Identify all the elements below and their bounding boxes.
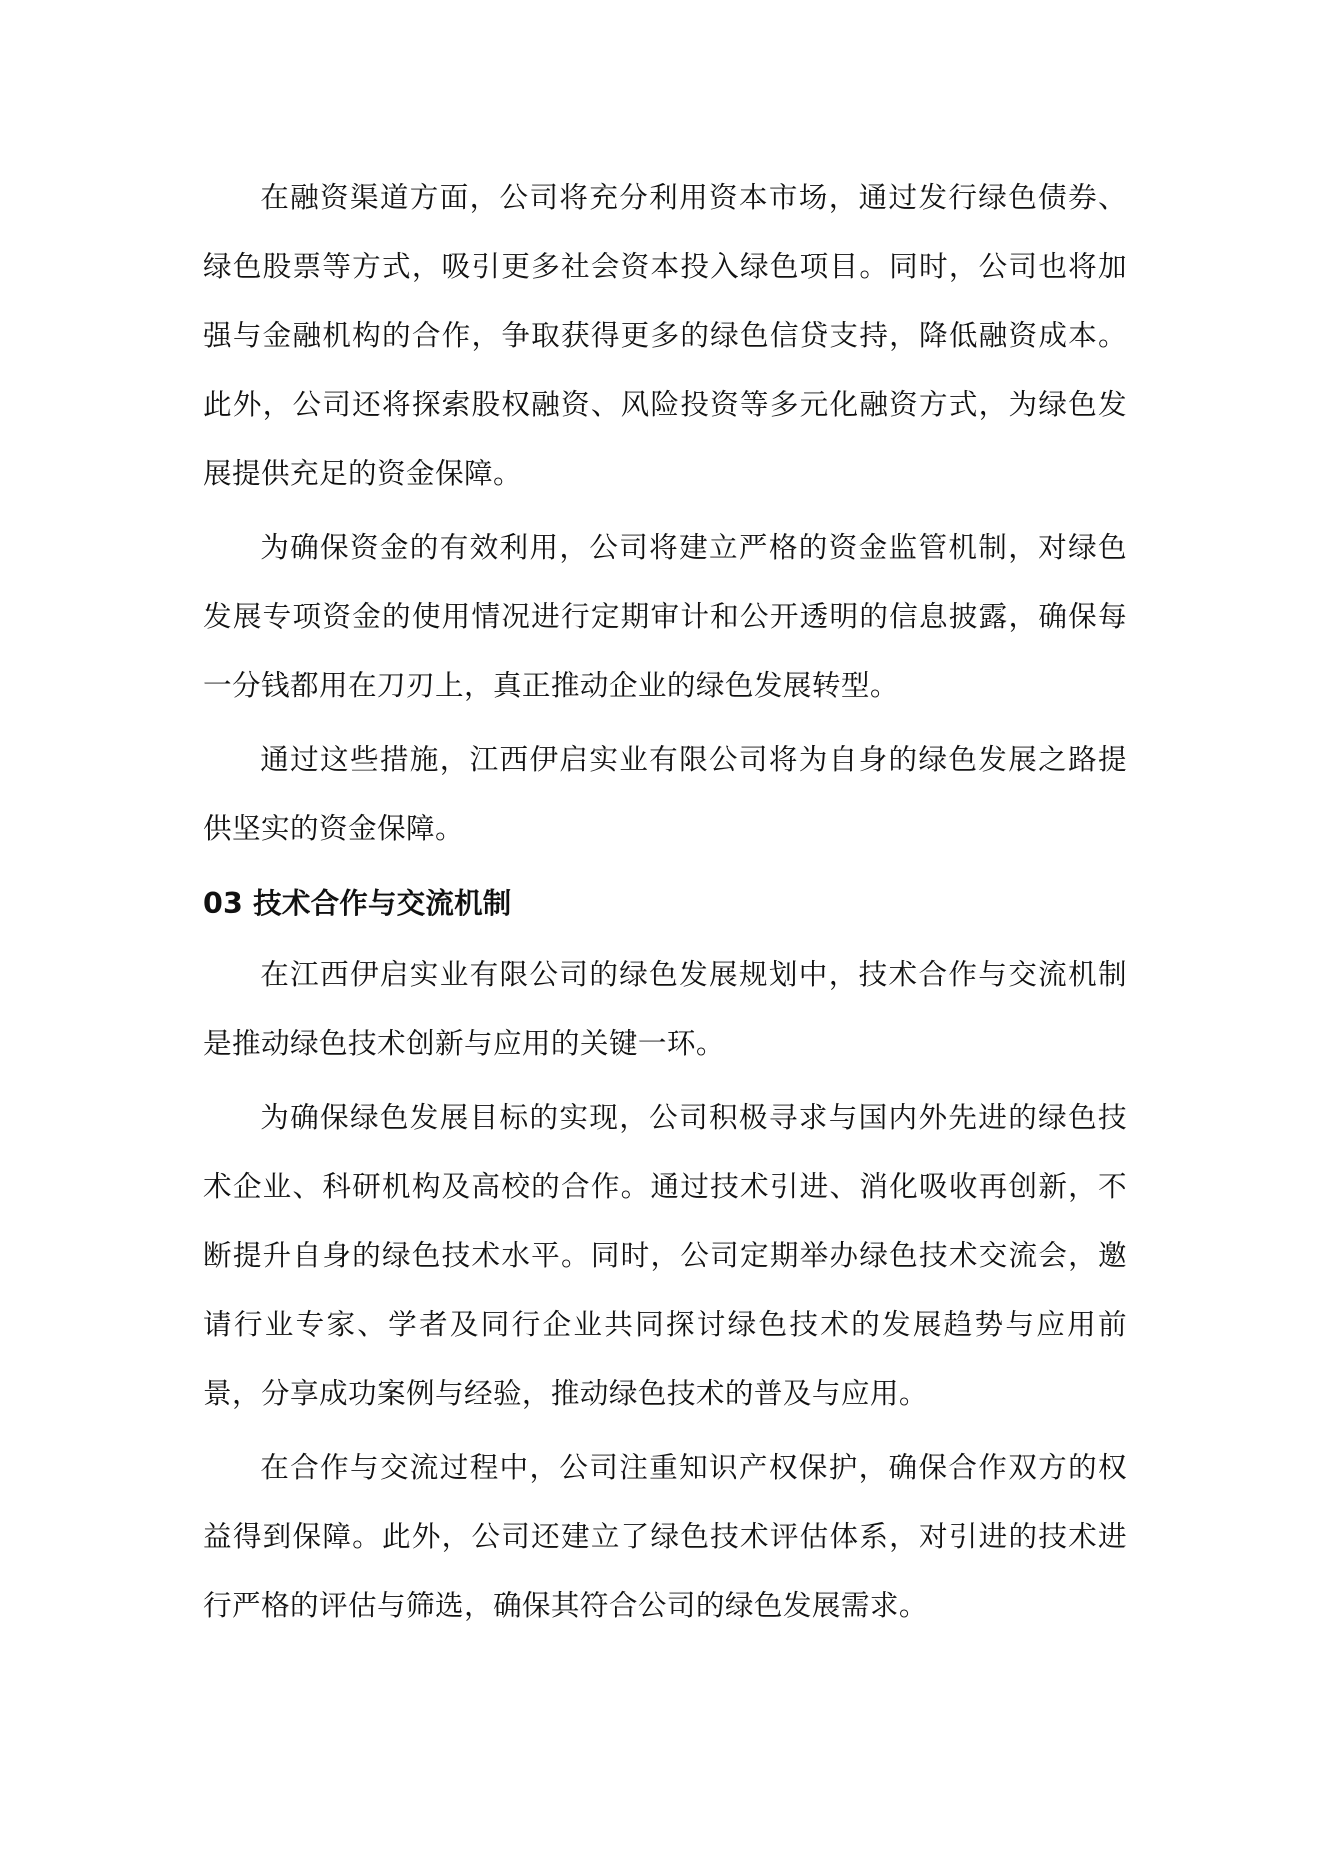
- paragraph-fund-guarantee: 通过这些措施，江西伊启实业有限公司将为自身的绿色发展之路提供坚实的资金保障。: [203, 742, 1127, 845]
- paragraph-fund-supervision: 为确保资金的有效利用，公司将建立严格的资金监管机制，对绿色发展专项资金的使用情况进行定期审计和公开透明的信息披露，确保每一分钱都用在刀刃上，真正推动企业的绿色发展转型。: [203, 530, 1127, 702]
- document-body: [203, 163, 1127, 1645]
- paragraph-tech-partnerships: 为确保绿色发展目标的实现，公司积极寻求与国内外先进的绿色技术企业、科研机构及高校的合作。通过技术引进、消化吸收再创新，不断提升自身的绿色技术水平。同时，公司定期举办绿色技术交流会，邀请行业专家、学者及同行企业共同探讨绿色技术的发展趋势与应用前景，分享成功案例与经验，推动绿色技术的普及与应用。: [203, 1100, 1127, 1410]
- paragraph-tech-cooperation-intro: 在江西伊启实业有限公司的绿色发展规划中，技术合作与交流机制是推动绿色技术创新与应用的关键一环。: [203, 957, 1127, 1060]
- paragraph-financing-channels: 在融资渠道方面，公司将充分利用资本市场，通过发行绿色债券、绿色股票等方式，吸引更多社会资本投入绿色项目。同时，公司也将加强与金融机构的合作，争取获得更多的绿色信贷支持，降低融资成本。此外，公司还将探索股权融资、风险投资等多元化融资方式，为绿色发展提供充足的资金保障。: [203, 180, 1127, 490]
- paragraph-ip-protection: 在合作与交流过程中，公司注重知识产权保护，确保合作双方的权益得到保障。此外，公司还建立了绿色技术评估体系，对引进的技术进行严格的评估与筛选，确保其符合公司的绿色发展需求。: [203, 1450, 1127, 1622]
- section-heading: 03 技术合作与交流机制: [203, 887, 512, 920]
